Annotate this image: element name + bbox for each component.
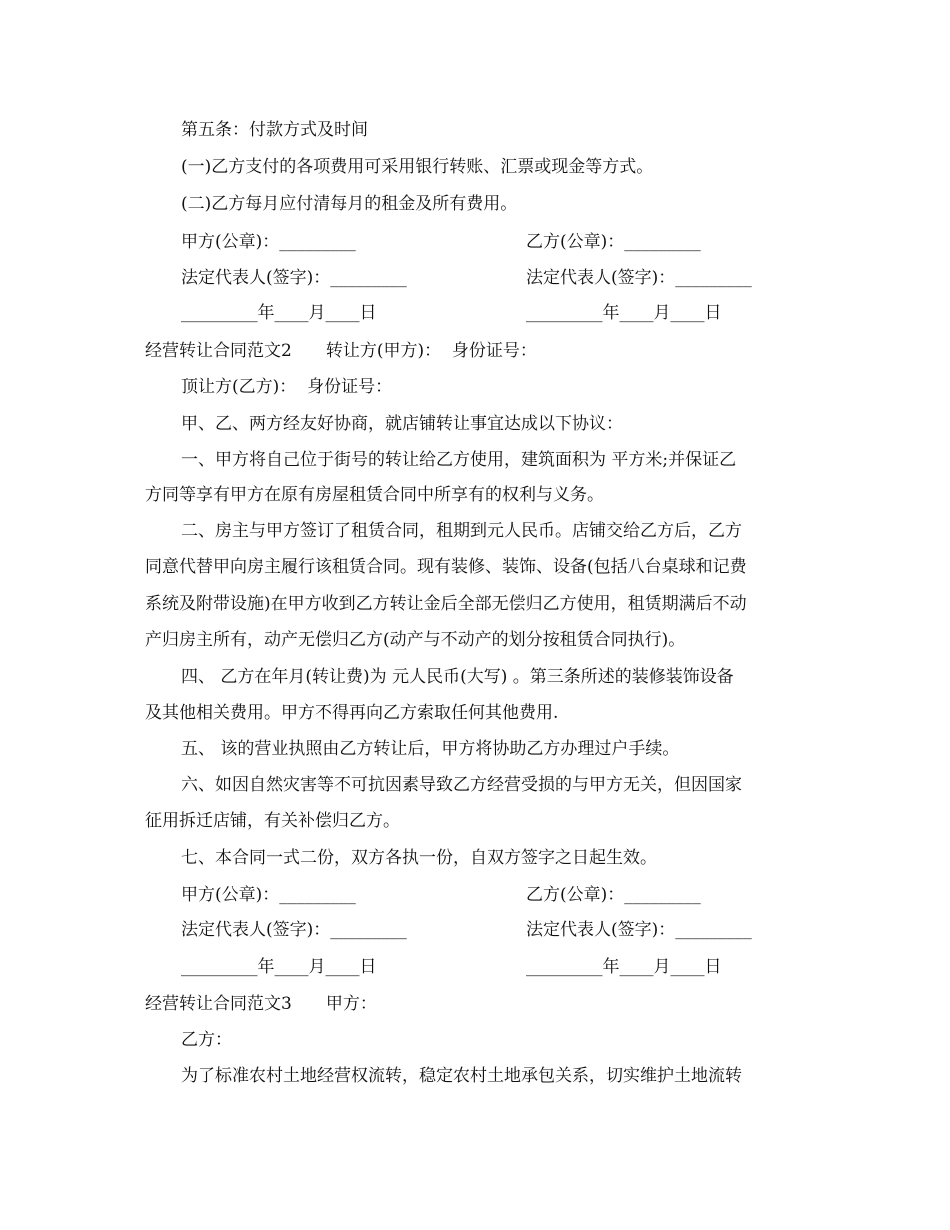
article-5-item-1: (一)乙方支付的各项费用可采用银行转账、汇票或现金等方式。 bbox=[181, 157, 654, 177]
party-a-rep-line-2: 法定代表人(签字)：_________ bbox=[181, 920, 407, 940]
party-a-seal-line-2: 甲方(公章)：_________ bbox=[181, 885, 356, 905]
party-b-date-line-2: _________年____月____日 bbox=[526, 957, 722, 977]
clause-1-line-1: 一、甲方将自己位于街号的转让给乙方使用，建筑面积为 平方米;并保证乙 bbox=[181, 450, 737, 470]
party-a-seal-line: 甲方(公章)：_________ bbox=[181, 232, 356, 252]
clause-5: 五、 该的营业执照由乙方转让后，甲方将协助乙方办理过户手续。 bbox=[181, 739, 680, 759]
clause-2-line-4: 产归房主所有，动产无偿归乙方(动产与不动产的划分按租赁合同执行)。 bbox=[145, 630, 686, 650]
party-b-seal-line-2: 乙方(公章)：_________ bbox=[526, 885, 701, 905]
article-5-item-2: (二)乙方每月应付清每月的租金及所有费用。 bbox=[181, 194, 518, 214]
party-a-date-line: _________年____月____日 bbox=[181, 303, 377, 323]
clause-6-line-1: 六、如因自然灾害等不可抗因素导致乙方经营受损的与甲方无关，但因国家 bbox=[181, 775, 742, 795]
clause-4-line-2: 及其他相关费用。甲方不得再向乙方索取任何其他费用. bbox=[145, 703, 559, 723]
sample-3-party-b: 乙方： bbox=[181, 1030, 232, 1050]
clause-4-line-1: 四、 乙方在年月(转让费)为 元人民币(大写) 。第三条所述的装修装饰设备 bbox=[181, 667, 734, 687]
party-b-date-line: _________年____月____日 bbox=[526, 303, 722, 323]
sample-3-heading: 经营转让合同范文3 甲方： bbox=[145, 994, 377, 1014]
clause-2-line-1: 二、房主与甲方签订了租赁合同，租期到元人民币。店铺交给乙方后，乙方 bbox=[181, 521, 742, 541]
party-b-rep-line: 法定代表人(签字)：_________ bbox=[526, 268, 752, 288]
clause-1-line-2: 方同等享有甲方在原有房屋租赁合同中所享有的权利与义务。 bbox=[145, 485, 604, 505]
agreement-intro: 甲、乙、两方经友好协商，就店铺转让事宜达成以下协议： bbox=[181, 414, 623, 434]
sample-3-intro: 为了标准农村土地经营权流转，稳定农村土地承包关系，切实维护土地流转 bbox=[181, 1066, 742, 1086]
party-b-seal-line: 乙方(公章)：_________ bbox=[526, 232, 701, 252]
clause-2-line-2: 同意代替甲向房主履行该租赁合同。现有装修、装饰、设备(包括八台桌球和记费 bbox=[145, 557, 747, 577]
party-b-rep-line-2: 法定代表人(签字)：_________ bbox=[526, 920, 752, 940]
clause-6-line-2: 征用拆迁店铺，有关补偿归乙方。 bbox=[145, 811, 400, 831]
transferee-line: 顶让方(乙方)： 身份证号： bbox=[181, 377, 393, 397]
clause-2-line-3: 系统及附带设施)在甲方收到乙方转让金后全部无偿归乙方使用，租赁期满后不动 bbox=[145, 594, 747, 614]
article-5-title: 第五条：付款方式及时间 bbox=[181, 120, 368, 140]
party-a-rep-line: 法定代表人(签字)：_________ bbox=[181, 268, 407, 288]
party-a-date-line-2: _________年____月____日 bbox=[181, 957, 377, 977]
clause-7: 七、本合同一式二份，双方各执一份，自双方签字之日起生效。 bbox=[181, 848, 657, 868]
sample-2-heading: 经营转让合同范文2 转让方(甲方)： 身份证号： bbox=[145, 341, 537, 361]
